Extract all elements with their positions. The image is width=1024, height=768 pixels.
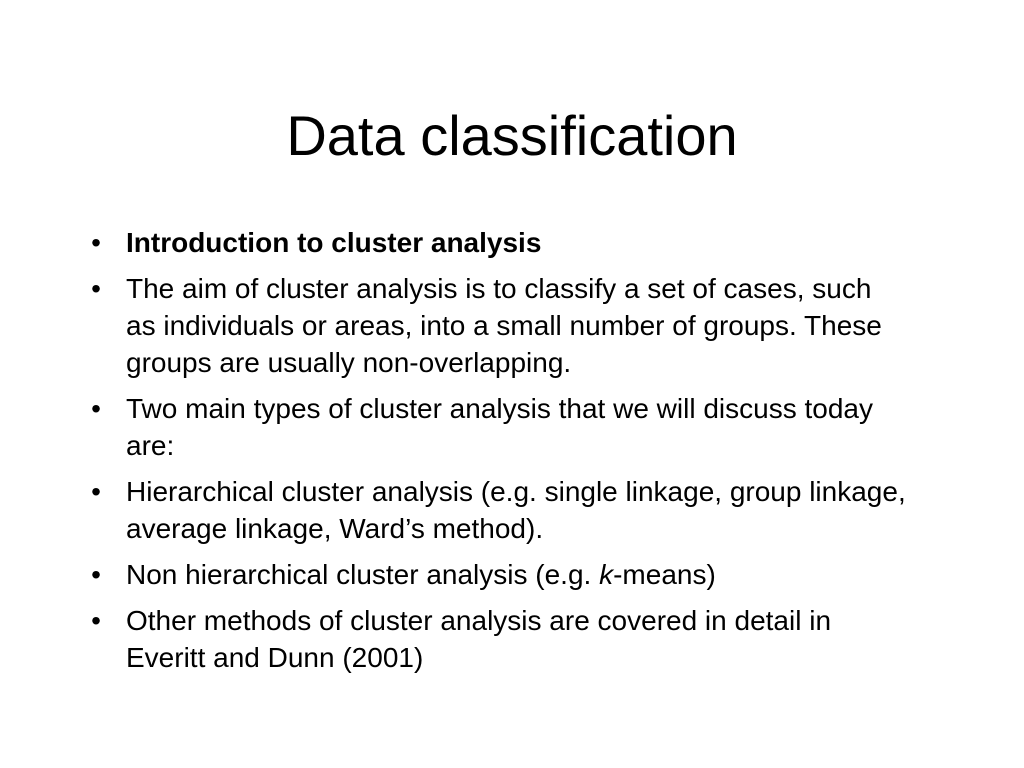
list-item <box>86 224 906 261</box>
bullet-marker: • <box>91 559 101 590</box>
list-item <box>86 270 906 381</box>
bullet-text-italic: k <box>599 559 614 590</box>
list-item <box>86 556 906 593</box>
list-item <box>86 602 906 676</box>
bullet-list <box>86 224 906 685</box>
bullet-text-prefix: Non hierarchical cluster analysis (e.g. <box>126 559 600 590</box>
bullet-text: Hierarchical cluster analysis (e.g. single linkage, group linkage, average linkage, Ward’s method). <box>126 476 906 544</box>
bullet-marker: • <box>91 605 101 636</box>
bullet-text: Introduction to cluster analysis <box>126 227 542 258</box>
bullet-marker: • <box>91 227 101 258</box>
bullet-text-suffix: -means) <box>613 559 716 590</box>
bullet-text: Two main types of cluster analysis that we will discuss today are: <box>126 393 873 461</box>
bullet-text: The aim of cluster analysis is to classify a set of cases, such as individuals or areas, into a small number of groups. These groups are usually non-overlapping. <box>126 273 882 378</box>
list-item <box>86 390 906 464</box>
bullet-text: Other methods of cluster analysis are covered in detail in Everitt and Dunn (2001) <box>126 605 832 673</box>
list-item <box>86 473 906 547</box>
bullet-marker: • <box>91 273 101 304</box>
bullet-marker: • <box>91 476 101 507</box>
slide-title: Data classification <box>286 104 738 167</box>
bullet-marker: • <box>91 393 101 424</box>
